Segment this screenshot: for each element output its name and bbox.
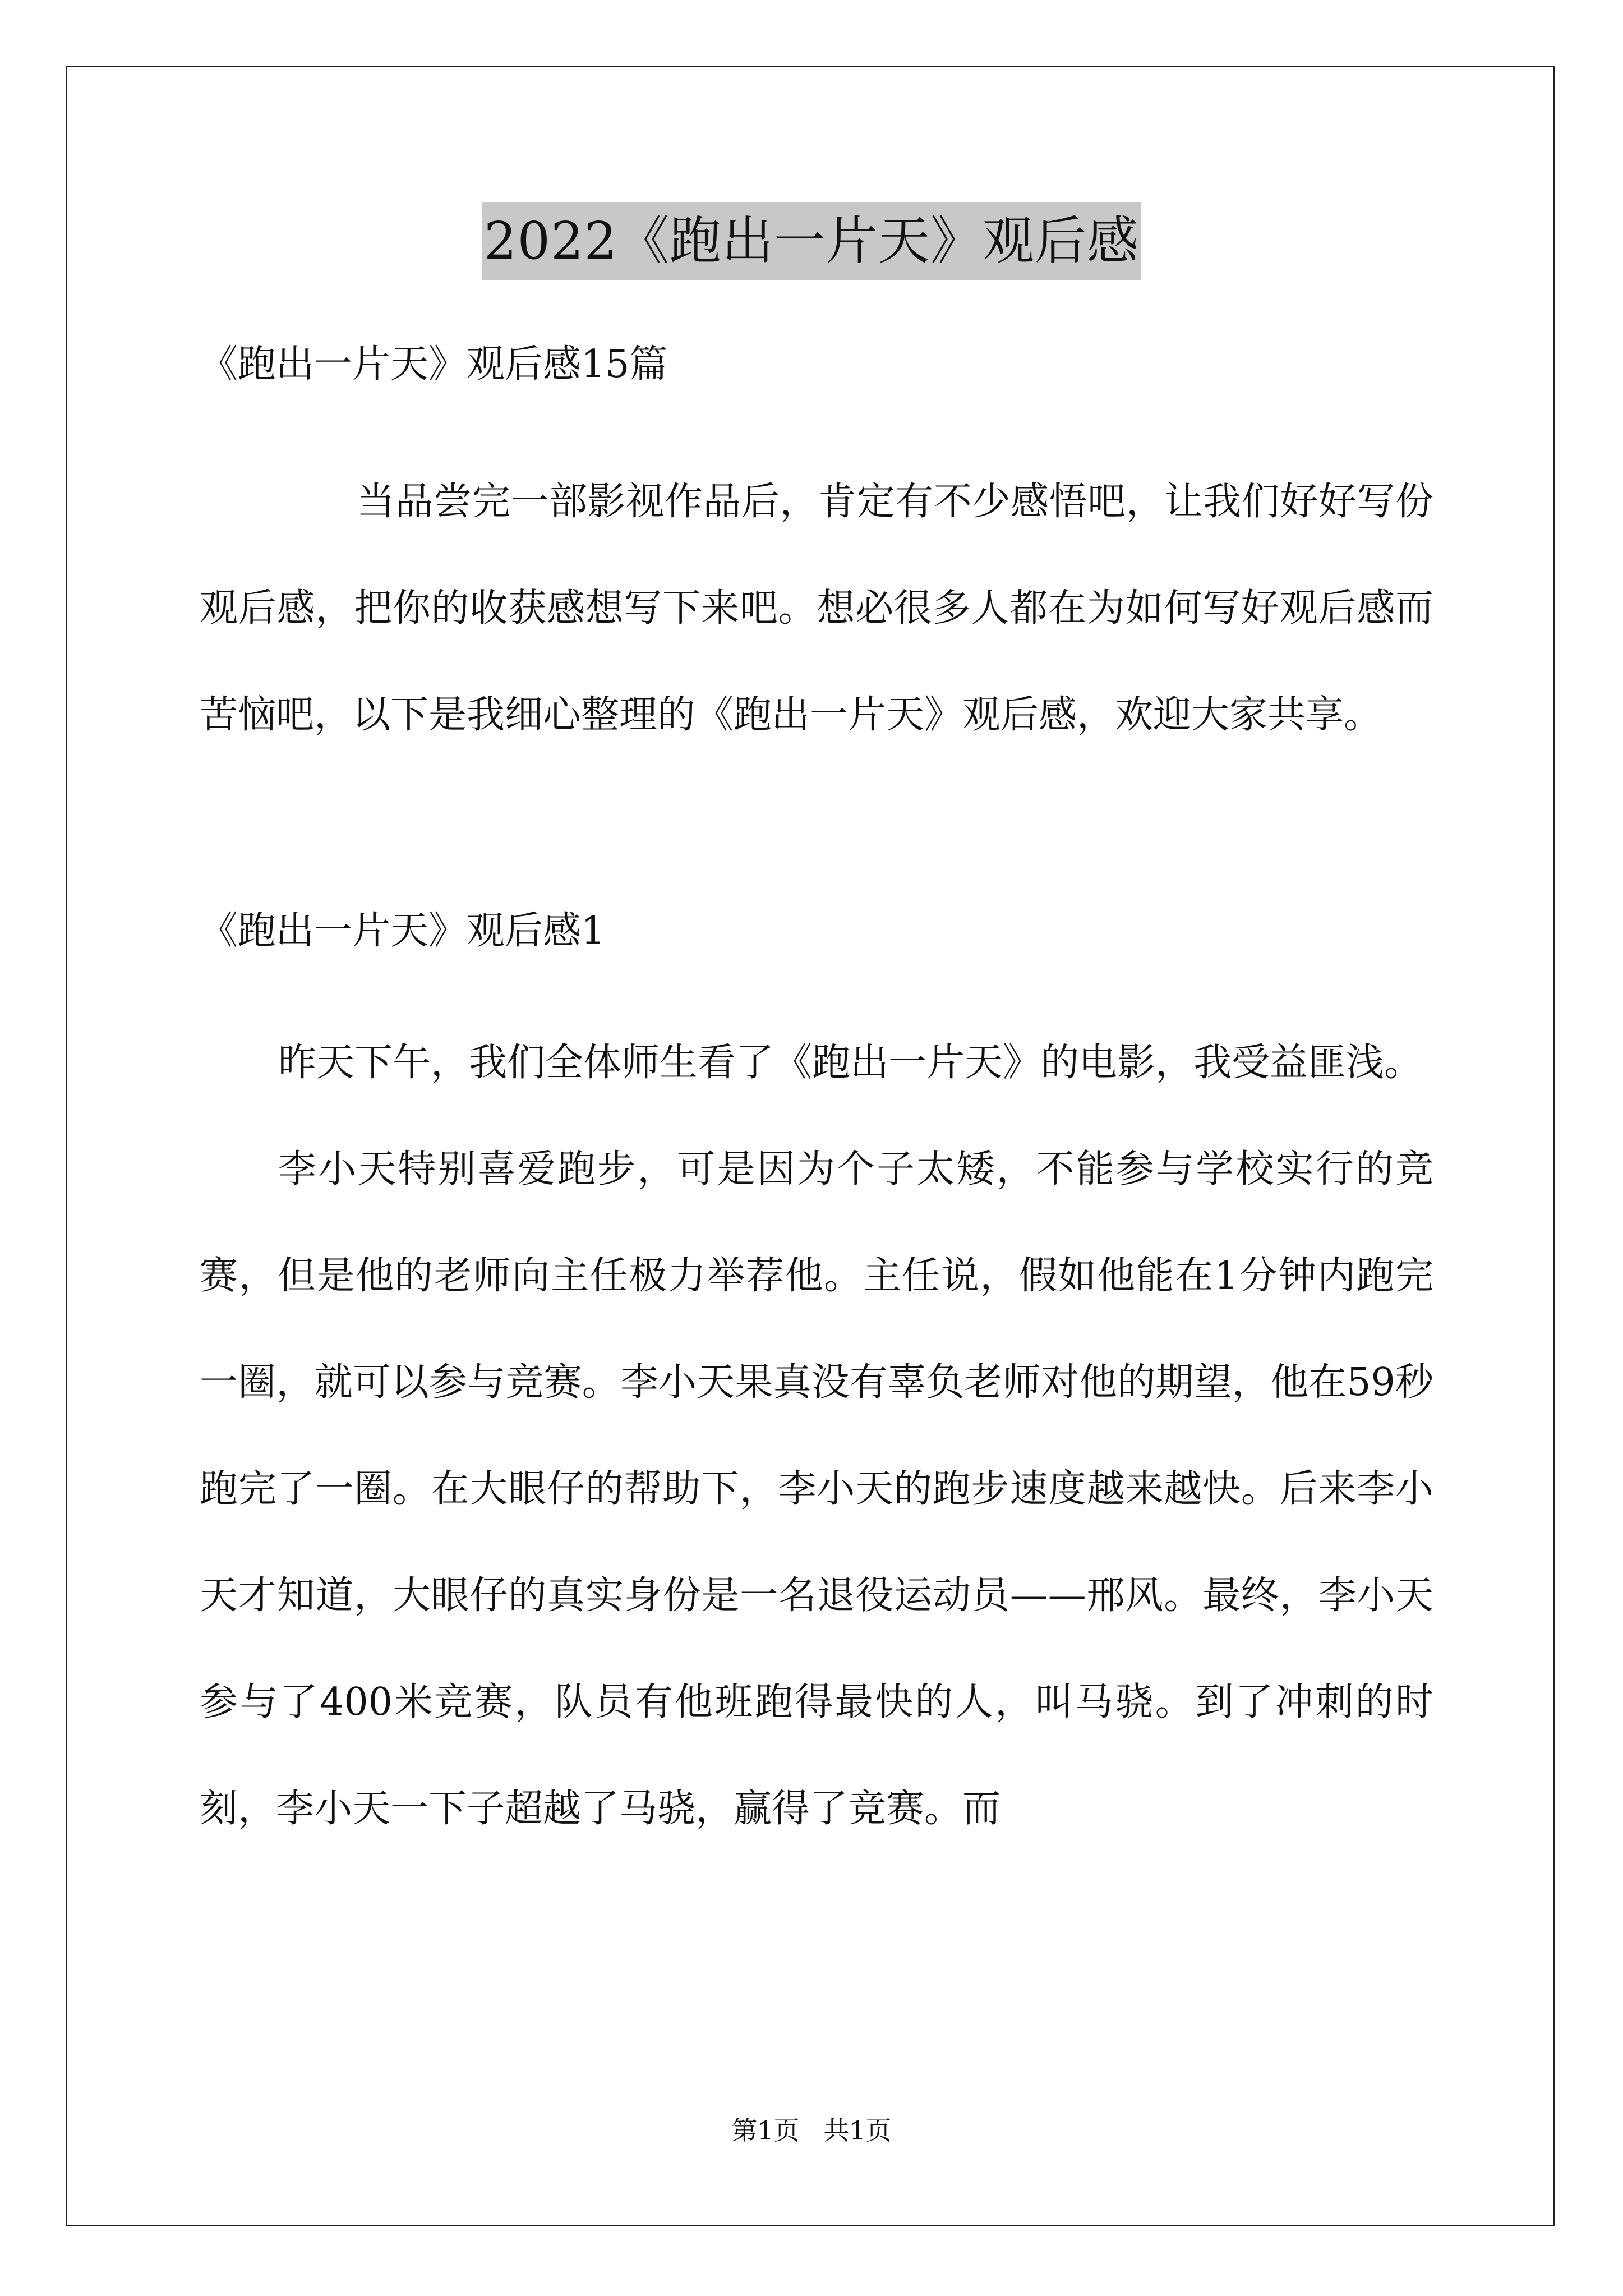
page-total: 共1页	[823, 2115, 892, 2146]
document-subtitle: 《跑出一片天》观后感15篇	[200, 342, 668, 386]
page-number: 第1页	[731, 2115, 800, 2146]
document-title: 2022《跑出一片天》观后感	[482, 202, 1141, 280]
title-container	[0, 202, 1623, 280]
intro-paragraph: 当品尝完一部影视作品后，肯定有不少感悟吧，让我们好好写份观后感，把你的收获感想写下来吧。想必很多人都在为如何写好观后感而苦恼吧，以下是我细心整理的《跑出一片天》观后感，欢迎大家共享。	[200, 480, 1433, 737]
body-paragraph-2: 李小天特别喜爱跑步，可是因为个子太矮，不能参与学校实行的竞赛，但是他的老师向主任极力举荐他。主任说，假如他能在1分钟内跑完一圈，就可以参与竞赛。李小天果真没有辜负老师对他的期望，他在59秒跑完了一圈。在大眼仔的帮助下，李小天的跑步速度越来越快。后来李小天才知道，大眼仔的真实身份是一名退役运动员——邢风。最终，李小天参与了400米竞赛，队员有他班跑得最快的人，叫马骁。到了冲刺的时刻，李小天一下子超越了马骁，赢得了竞赛。而	[200, 1147, 1433, 1831]
page-footer	[0, 2114, 1623, 2147]
document-body	[200, 337, 1433, 1862]
section-title: 《跑出一片天》观后感1	[200, 909, 606, 953]
body-paragraph-1: 昨天下午，我们全体师生看了《跑出一片天》的电影，我受益匪浅。	[278, 1041, 1423, 1085]
